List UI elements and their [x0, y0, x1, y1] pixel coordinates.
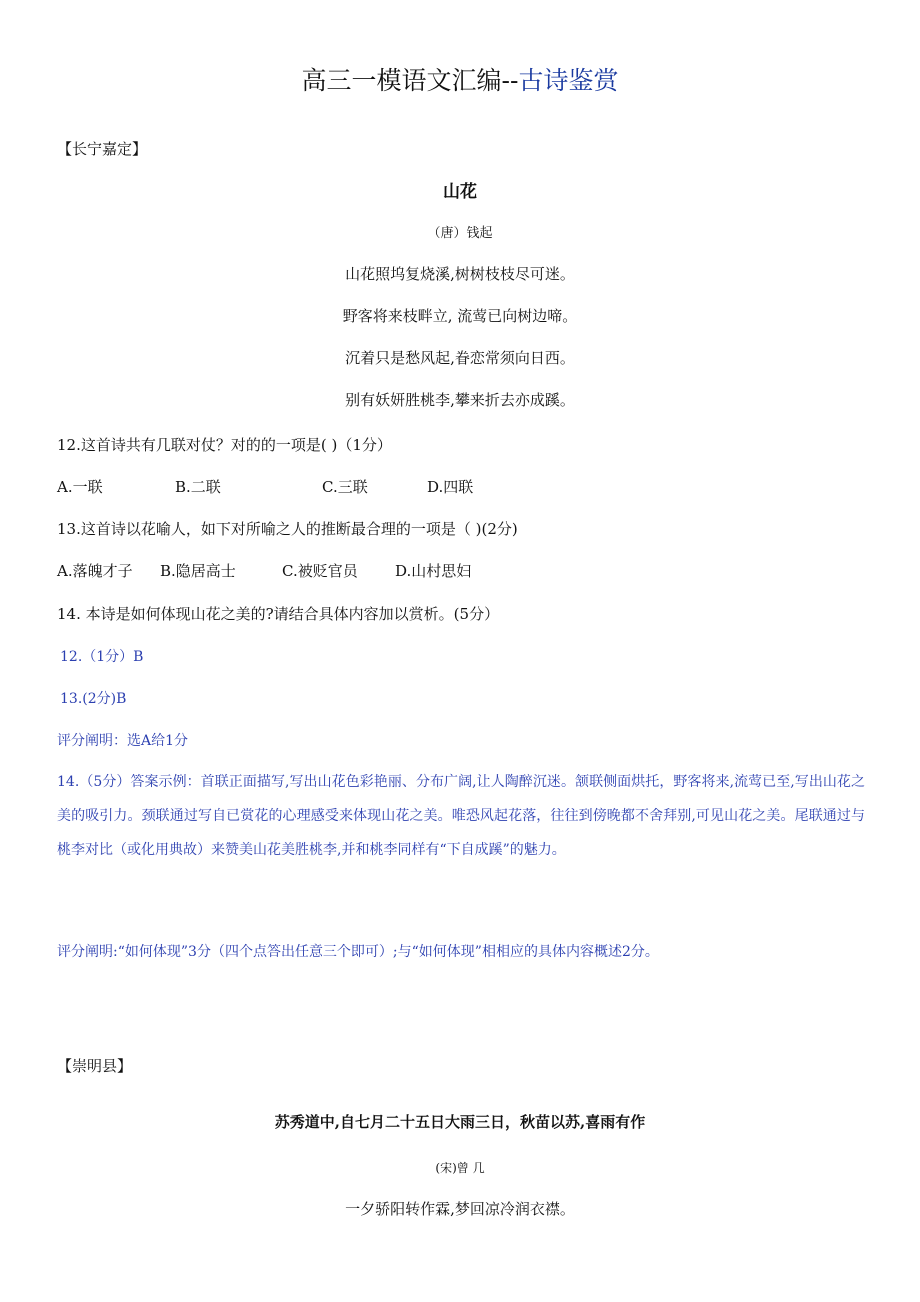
- question-13: 13.这首诗以花喻人，如下对所喻之人的推断最合理的一项是（ )(2分): [57, 520, 518, 538]
- section-region-chongming: 【崇明县】: [57, 1057, 133, 1075]
- question-12: 12.这首诗共有几联对仗？对的的一项是( )（1分）: [57, 436, 392, 454]
- q12-option-b: B.二联: [175, 478, 221, 496]
- poem-title-shanhua: 山花: [443, 182, 477, 202]
- answer-12: 12.（1分）B: [60, 649, 144, 665]
- q13-option-b: B.隐居高士: [160, 562, 236, 580]
- poem-title-suxiu: 苏秀道中,自七月二十五日大雨三日，秋苗以苏,喜雨有作: [274, 1113, 646, 1131]
- poem-line-3: 沉着只是愁风起,眷恋常须向日西。: [345, 349, 575, 367]
- question-14: 14. 本诗是如何体现山花之美的?请结合具体内容加以赏析。(5分）: [57, 605, 500, 623]
- q13-option-a: A.落魄才子: [57, 562, 133, 580]
- poem2-line-1: 一夕骄阳转作霖,梦回凉冷润衣襟。: [345, 1200, 575, 1218]
- answer-14: 14.（5分）答案示例：首联正面描写,写出山花色彩艳丽、分布广阔,让人陶醉沉迷。颔联侧面烘托，野客将来,流莺已至,写出山花之美的吸引力。颈联通过写自已赏花的心理感受来体现山花之美。唯恐风起花落，往往到傍晚都不舍拜别,可见山花之美。尾联通过与桃李对比（或化用典故）来赞美山花美胜桃李,并和桃李同样有“下自成蹊”的魅力。: [57, 774, 865, 858]
- poem-line-2: 野客将来枝畔立, 流莺已向树边啼。: [342, 307, 578, 325]
- poem-author: （唐）钱起: [427, 226, 493, 241]
- q13-option-d: D.山村思妇: [395, 562, 472, 580]
- q12-option-d: D.四联: [427, 478, 474, 496]
- title-main: 高三一模语文汇编--: [301, 66, 519, 95]
- answer-14-note: 评分阐明:“如何体现”3分（四个点答出任意三个即可）;与“如何体现”相相应的具体内容概述2分。: [57, 944, 659, 960]
- q12-option-a: A.一联: [57, 478, 103, 496]
- title-accent: 古诗鉴赏: [518, 66, 619, 95]
- section-region-changning: 【长宁嘉定】: [57, 140, 148, 158]
- poem-line-4: 别有妖妍胜桃李,攀来折去亦成蹊。: [345, 391, 575, 409]
- q13-option-c: C.被贬官员: [282, 562, 358, 580]
- answer-13: 13.(2分)B: [60, 691, 127, 707]
- q12-option-c: C.三联: [322, 478, 368, 496]
- poem-author-2: (宋)曾 几: [435, 1161, 485, 1175]
- answer-13-note: 评分阐明：选A给1分: [57, 733, 189, 749]
- document-title: [0, 66, 920, 96]
- poem-line-1: 山花照坞复烧溪,树树枝枝尽可迷。: [345, 265, 575, 283]
